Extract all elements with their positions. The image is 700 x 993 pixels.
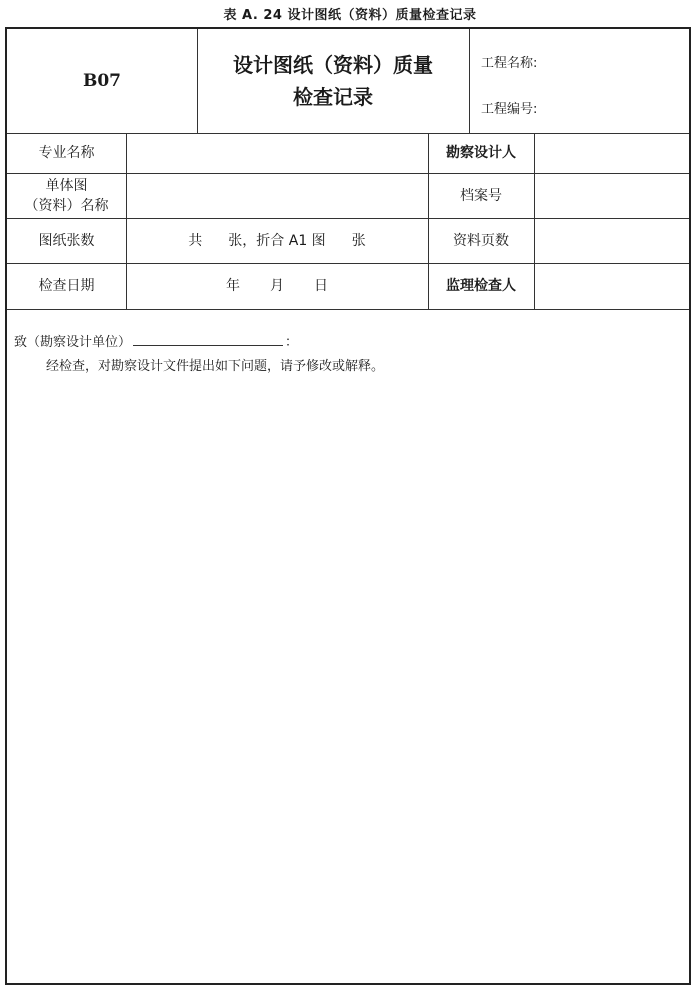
form-title	[197, 29, 469, 133]
form-title-line1: 设计图纸（资料）质量	[233, 53, 433, 77]
date-day: 日	[314, 278, 328, 294]
project-number-label: 工程编号:	[481, 102, 538, 117]
rule-row4-bottom	[7, 309, 689, 310]
record-form	[5, 27, 691, 985]
archive-number-label: 档案号	[460, 187, 502, 204]
designer-value[interactable]	[534, 133, 689, 173]
project-name-label: 工程名称:	[481, 56, 538, 71]
sheet-count-label: 图纸张数	[38, 232, 95, 249]
specialty-name-label: 专业名称	[38, 145, 95, 161]
supervisor-value[interactable]	[534, 263, 689, 309]
drawing-name-value[interactable]	[126, 173, 428, 218]
drawing-name-label-line2: （资料）名称	[24, 197, 109, 214]
archive-number-value[interactable]	[534, 173, 689, 218]
addressee-line	[14, 331, 298, 350]
body-paragraph: 经检查，对勘察设计文件提出如下问题，请予修改或解释。	[46, 359, 385, 374]
page-count-label: 资料页数	[453, 232, 509, 249]
specialty-name-value[interactable]	[126, 133, 428, 173]
addressee-prefix: 致（勘察设计单位）	[14, 335, 132, 350]
table-caption: 表 A. 24 设计图纸（资料）质量检查记录	[223, 8, 477, 23]
sheet-count-mid: 张，折合 A1 图	[228, 232, 326, 249]
check-date-label: 检查日期	[38, 278, 95, 294]
drawing-name-label	[7, 173, 126, 218]
form-title-line2: 检查记录	[293, 85, 373, 109]
sheet-count-zhang: 张	[351, 232, 366, 249]
sheet-count-value[interactable]	[126, 218, 428, 263]
form-code: B07	[82, 71, 122, 91]
page-count-value[interactable]	[534, 218, 689, 263]
supervisor-label: 监理检查人	[446, 278, 516, 294]
addressee-blank[interactable]	[133, 333, 283, 346]
rule-header-col2	[469, 29, 470, 133]
drawing-name-label-line1: 单体图	[45, 177, 88, 194]
sheet-count-gong: 共	[188, 232, 203, 249]
addressee-suffix: ：	[285, 335, 299, 350]
date-year: 年	[226, 278, 240, 294]
date-month: 月	[270, 278, 284, 294]
check-date-value[interactable]	[126, 263, 428, 309]
designer-label: 勘察设计人	[446, 145, 516, 161]
